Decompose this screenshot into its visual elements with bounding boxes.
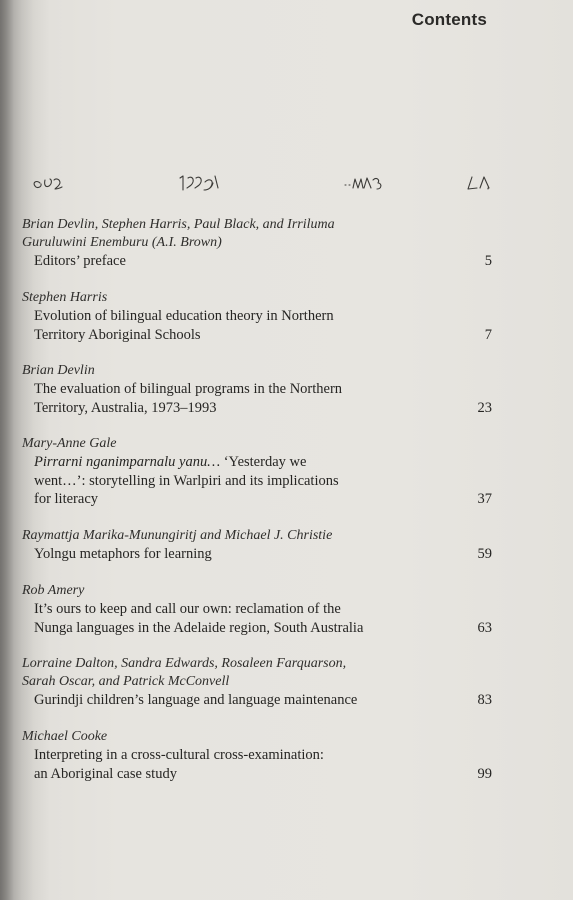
- entry-authors-line: Sarah Oscar, and Patrick McConvell: [22, 674, 230, 689]
- entry-page-number: 59: [477, 546, 492, 562]
- handwritten-mark-1: [34, 179, 62, 189]
- entry-title: Nunga languages in the Adelaide region, South Australia: [34, 619, 364, 636]
- contents-entry[interactable]: [22, 527, 492, 564]
- entry-authors-line: Michael Cooke: [22, 729, 108, 744]
- handwritten-annotations: [0, 168, 573, 208]
- entry-authors-line: Lorraine Dalton, Sandra Edwards, Rosaleen Farquarson,: [22, 656, 347, 671]
- entry-title: an Aboriginal case study: [34, 765, 177, 782]
- entry-title-rest: ‘Yesterday we: [220, 454, 307, 470]
- entry-title: went…’: storytelling in Warlpiri and its implications: [34, 472, 339, 489]
- entry-title: Interpreting in a cross-cultural cross-examination:: [34, 747, 324, 763]
- entry-authors-line: Brian Devlin: [22, 363, 95, 378]
- entry-authors: [22, 362, 402, 380]
- entry-title: Evolution of bilingual education theory in Northern: [34, 308, 334, 324]
- entry-title-row: [22, 252, 492, 271]
- entry-title: Territory Aboriginal Schools: [34, 326, 201, 343]
- entry-title: The evaluation of bilingual programs in the Northern: [34, 381, 343, 397]
- entry-page-number: 23: [477, 399, 492, 416]
- entry-authors-line: Rob Amery: [22, 583, 85, 598]
- entry-title: [34, 453, 424, 472]
- entry-title-row: [22, 380, 492, 417]
- entry-authors: [22, 728, 402, 746]
- entry-authors-line: Raymattja Marika-Munungiritj and Michael J. Christie: [22, 528, 333, 543]
- entry-page-number: 37: [477, 491, 492, 507]
- entry-authors: [22, 655, 402, 691]
- contents-entry[interactable]: [22, 582, 492, 637]
- handwritten-mark-4: [468, 177, 489, 189]
- entry-page-number: 5: [484, 253, 492, 269]
- contents-entry[interactable]: [22, 362, 492, 417]
- entry-title-row: [22, 545, 492, 564]
- entry-authors: [22, 289, 402, 307]
- entry-authors: [22, 527, 402, 545]
- entry-authors: [22, 435, 402, 453]
- entry-title: Editors’ preface: [34, 253, 126, 269]
- entry-title-row: [22, 746, 492, 783]
- entry-page-number: 7: [484, 326, 492, 343]
- entry-title-row: [22, 600, 492, 637]
- entry-authors: [22, 216, 402, 252]
- handwriting-svg: [0, 168, 573, 208]
- entry-page-number: 63: [477, 619, 492, 636]
- handwritten-mark-2: [180, 176, 218, 190]
- entry-page-number: 99: [477, 765, 492, 782]
- handwritten-mark-3: [345, 178, 381, 189]
- entry-title: It’s ours to keep and call our own: reclamation of the: [34, 601, 341, 617]
- entry-title-row: [22, 691, 492, 710]
- contents-entry[interactable]: [22, 655, 492, 710]
- entry-title-row: [22, 307, 492, 344]
- entry-authors-line: Stephen Harris: [22, 290, 108, 305]
- contents-entry[interactable]: [22, 435, 492, 509]
- contents-entry[interactable]: [22, 216, 492, 271]
- entry-title: Gurindji children’s language and language maintenance: [34, 692, 358, 708]
- contents-entry[interactable]: [22, 289, 492, 344]
- entry-title: Territory, Australia, 1973–1993: [34, 399, 217, 416]
- entry-title: Yolngu metaphors for learning: [34, 546, 212, 562]
- entry-authors-line: Mary-Anne Gale: [22, 436, 117, 451]
- entry-title-row: [22, 453, 492, 509]
- entry-title-italic: Pirrarni nganimparnalu yanu…: [34, 454, 221, 470]
- entry-page-number: 83: [477, 692, 492, 708]
- entry-authors-line: Guruluwini Enemburu (A.I. Brown): [22, 235, 222, 250]
- entry-authors: [22, 582, 402, 600]
- entry-authors-line: Brian Devlin, Stephen Harris, Paul Black, and Irriluma: [22, 217, 335, 232]
- page-title: Contents: [411, 10, 487, 29]
- entry-title: for literacy: [34, 491, 99, 507]
- binding-shadow: [0, 0, 14, 900]
- contents-entry[interactable]: [22, 728, 492, 783]
